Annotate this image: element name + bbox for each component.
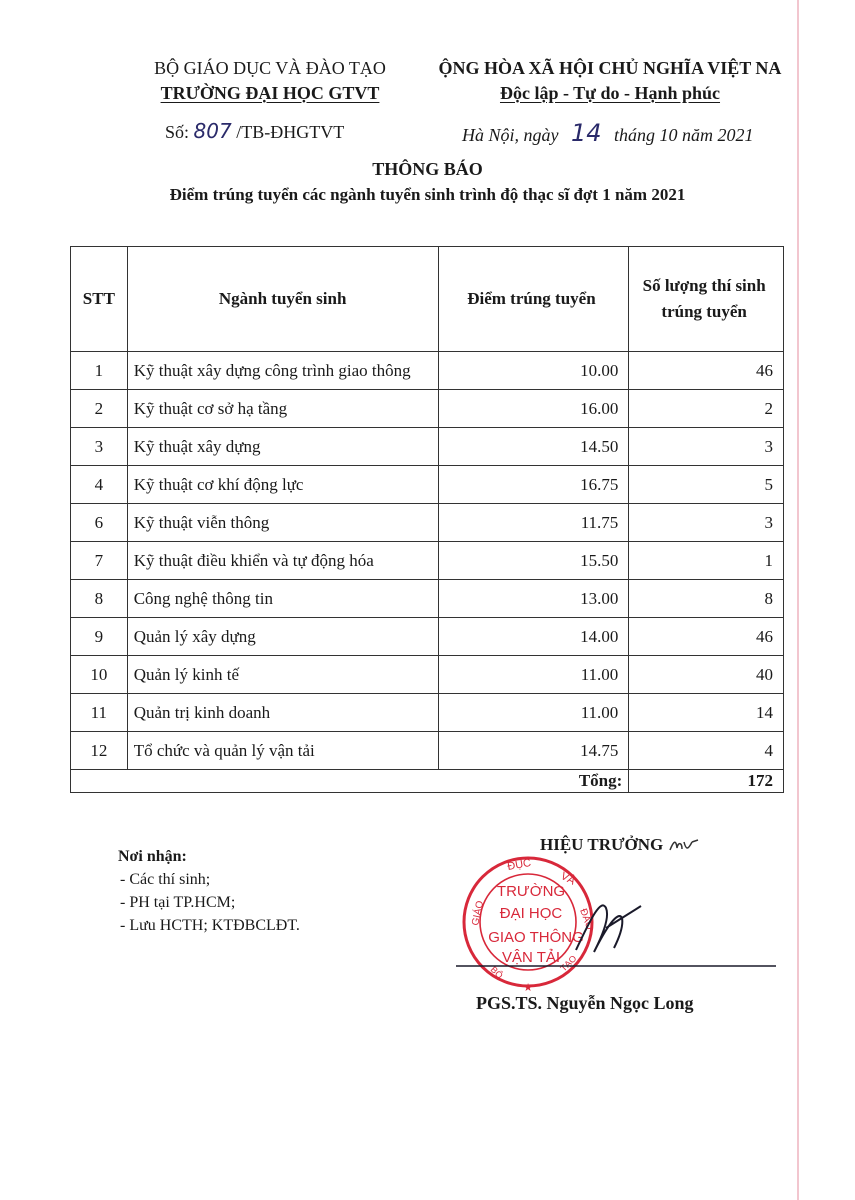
table-row: [71, 352, 784, 390]
motto: Độc lập - Tự do - Hạnh phúc: [499, 83, 721, 103]
cell-major: Kỹ thuật xây dựng: [127, 428, 438, 466]
cell-major: Quản lý kinh tế: [127, 656, 438, 694]
date-suffix: tháng 10 năm 2021: [614, 125, 754, 145]
stamp-line1: TRƯỜNG: [496, 883, 566, 900]
republic-name: ỘNG HÒA XÃ HỘI CHỦ NGHĨA VIỆT NA: [438, 58, 782, 78]
svg-text:BỘ: BỘ: [488, 964, 505, 981]
svg-text:TẠO: TẠO: [558, 953, 579, 974]
cell-stt: 12: [71, 732, 128, 770]
svg-text:★: ★: [523, 981, 533, 994]
recipient-item: - Lưu HCTH; KTĐBCLĐT.: [120, 917, 300, 934]
university-name: TRƯỜNG ĐẠI HỌC GTVT: [160, 83, 380, 103]
table-row: [71, 390, 784, 428]
cell-count: 14: [629, 694, 784, 732]
cell-score: 14.50: [438, 428, 629, 466]
svg-text:ĐỤC: ĐỤC: [506, 856, 533, 873]
cell-major: Tổ chức và quản lý vận tải: [127, 732, 438, 770]
cell-count: 3: [629, 504, 784, 542]
reference-number-handwritten: 807: [193, 119, 232, 143]
header-right: [430, 56, 790, 106]
cell-count: 46: [629, 618, 784, 656]
table-row: [71, 504, 784, 542]
header-stt: STT: [71, 247, 128, 352]
cell-score: 14.75: [438, 732, 629, 770]
header-left: [110, 56, 430, 106]
table-row: [71, 618, 784, 656]
table-row: [71, 542, 784, 580]
cell-count: 46: [629, 352, 784, 390]
svg-text:GIÁO: GIÁO: [470, 899, 487, 927]
table-row: [71, 580, 784, 618]
official-stamp: [456, 848, 786, 998]
stamp-line2: ĐẠI HỌC: [499, 905, 563, 922]
reference-prefix: Số:: [165, 122, 190, 142]
cell-stt: 4: [71, 466, 128, 504]
reference-suffix: /TB-ĐHGTVT: [236, 122, 345, 142]
cell-count: 40: [629, 656, 784, 694]
cell-stt: 6: [71, 504, 128, 542]
document-date: [462, 119, 754, 147]
document-title: THÔNG BÁO: [372, 159, 483, 179]
cell-major: Công nghệ thông tin: [127, 580, 438, 618]
cell-stt: 11: [71, 694, 128, 732]
cell-score: 11.75: [438, 504, 629, 542]
cell-major: Quản trị kinh doanh: [127, 694, 438, 732]
stamp-line3: GIAO THÔNG: [488, 929, 584, 946]
cell-stt: 2: [71, 390, 128, 428]
cell-score: 11.00: [438, 694, 629, 732]
signatory-name: PGS.TS. Nguyễn Ngọc Long: [476, 993, 694, 1013]
reference-number: [165, 119, 344, 143]
recipient-item: - Các thí sinh;: [120, 871, 211, 888]
table-header-row: [71, 247, 784, 352]
header-count-line1: Số lượng thí sinh: [642, 276, 766, 295]
cell-score: 14.00: [438, 618, 629, 656]
cell-score: 15.50: [438, 542, 629, 580]
recipients: [118, 845, 300, 937]
cell-stt: 8: [71, 580, 128, 618]
cell-score: 13.00: [438, 580, 629, 618]
recipient-item: - PH tại TP.HCM;: [120, 894, 236, 911]
date-prefix: Hà Nội, ngày: [462, 125, 559, 145]
table-total-row: [71, 770, 784, 793]
cell-score: 10.00: [438, 352, 629, 390]
table-row: [71, 732, 784, 770]
header-score: Điểm trúng tuyển: [438, 247, 629, 352]
cell-count: 5: [629, 466, 784, 504]
page-edge-line: [797, 0, 799, 1200]
cell-stt: 9: [71, 618, 128, 656]
total-value: 172: [629, 770, 784, 793]
header-major: Ngành tuyển sinh: [127, 247, 438, 352]
cell-major: Kỹ thuật điều khiển và tự động hóa: [127, 542, 438, 580]
cell-count: 1: [629, 542, 784, 580]
table-row: [71, 466, 784, 504]
cell-count: 3: [629, 428, 784, 466]
cell-score: 11.00: [438, 656, 629, 694]
table-row: [71, 428, 784, 466]
total-label: Tổng:: [71, 770, 629, 793]
ministry-name: BỘ GIÁO DỤC VÀ ĐÀO TẠO: [154, 58, 386, 78]
header-count-line2: trúng tuyển: [661, 302, 747, 321]
cell-score: 16.75: [438, 466, 629, 504]
stamp-line4: VẬN TẢI: [501, 949, 561, 966]
header-count: [629, 247, 784, 352]
document-subtitle: Điểm trúng tuyển các ngành tuyển sinh trình độ thạc sĩ đợt 1 năm 2021: [169, 185, 686, 204]
signature-title-text: HIỆU TRƯỞNG: [540, 835, 664, 854]
date-day-handwritten: 14: [571, 119, 602, 147]
cell-major: Quản lý xây dựng: [127, 618, 438, 656]
cell-stt: 3: [71, 428, 128, 466]
admission-scores-table: [70, 246, 784, 793]
svg-text:VÀ: VÀ: [558, 870, 578, 888]
cell-count: 8: [629, 580, 784, 618]
svg-text:ĐÀO: ĐÀO: [577, 907, 595, 932]
cell-major: Kỹ thuật viễn thông: [127, 504, 438, 542]
cell-stt: 1: [71, 352, 128, 390]
table-row: [71, 656, 784, 694]
cell-major: Kỹ thuật cơ sở hạ tầng: [127, 390, 438, 428]
table-body: [71, 352, 784, 793]
cell-major: Kỹ thuật cơ khí động lực: [127, 466, 438, 504]
stamp-seal-icon: [464, 857, 597, 994]
table-row: [71, 694, 784, 732]
cell-count: 2: [629, 390, 784, 428]
recipients-heading: Nơi nhận:: [118, 848, 187, 865]
cell-stt: 10: [71, 656, 128, 694]
cell-count: 4: [629, 732, 784, 770]
cell-major: Kỹ thuật xây dựng công trình giao thông: [127, 352, 438, 390]
cell-score: 16.00: [438, 390, 629, 428]
cell-stt: 7: [71, 542, 128, 580]
